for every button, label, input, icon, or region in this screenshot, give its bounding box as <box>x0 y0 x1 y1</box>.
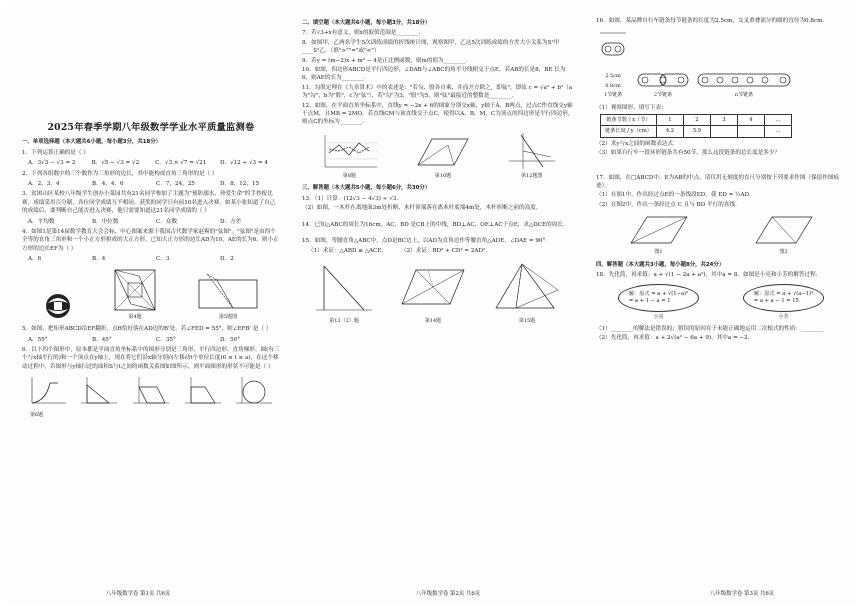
option: C．35° <box>156 336 176 343</box>
option: D．8，12，15 <box>220 181 260 188</box>
coordinate-line-diagram <box>507 131 557 171</box>
figure-8-caption: 第8题 <box>342 172 356 179</box>
option-d-circle <box>234 375 274 407</box>
area-graph <box>28 375 68 407</box>
figure-4-caption: 第4题 <box>128 313 142 320</box>
option: A．3√3 − √3 = 2 <box>28 160 76 167</box>
figure-10 <box>414 133 472 180</box>
figure-13 <box>314 260 374 325</box>
question-17: 17．如图，在□ABCD中，E为AB的中点，请仅用无刻度的直尺分别按下列要求作图（保留作图痕迹）． <box>596 174 840 190</box>
chain-diameter-label: 0.8cm <box>605 82 621 89</box>
option: A．6 <box>28 256 42 263</box>
table-cell: 4 <box>737 115 764 126</box>
question-4-options <box>22 255 280 263</box>
zhao-shuang-chord-diagram <box>111 268 159 312</box>
question-18-part-2: （2）先化简，再求值：a + 2√(a² − 6a + 9)，其中a = −2． <box>596 335 754 342</box>
question-14: 14．已知△ABC的周长为16cm，AC，BD 是CB上的中线，BD⊥AC，OE⊥AC于点E，求△DCE的周长． <box>302 221 569 228</box>
figure-5 <box>193 272 263 321</box>
question-5: 5．如图，把矩形ABCD沿EF翻折，点B恰好落在AD边的B'处，若∠FED = 55°，则∠EFB' 是（ ） <box>22 326 272 333</box>
figures-4-5 <box>22 268 280 321</box>
section-1-heading: 一、单项选择题（本大题共6小题，每小题3分，共18分） <box>22 139 161 146</box>
question-5-options <box>22 336 280 344</box>
option-b-parallelogram <box>131 375 171 407</box>
student-xiaoliang <box>618 284 699 321</box>
table-cell: … <box>764 126 791 137</box>
table-row <box>601 115 792 126</box>
figure-12 <box>507 131 557 180</box>
option: D．方差 <box>220 218 242 225</box>
xiaoliang-name: 小亮 <box>653 313 664 320</box>
congress-logo-icon <box>39 291 77 321</box>
chain-2-caption: 2节链条 <box>653 92 673 99</box>
broken-pole-diagram <box>314 260 374 316</box>
page-1-column <box>22 16 280 585</box>
solution-bubbles <box>596 284 846 321</box>
option: B．45° <box>92 336 112 343</box>
table-cell: 2 <box>683 115 710 126</box>
chain-length-label: 2.5cm <box>605 73 621 80</box>
line-chart-diagram <box>319 133 379 171</box>
question-7: 7．若√3+x有意义，则x的取值范围是________． <box>302 30 425 37</box>
parallelogram-bisector-diagram <box>414 133 472 171</box>
page-2-footer: 八年级数学卷 第2页 共6页 <box>416 591 481 597</box>
xiaoliang-solution-bubble: 解：原式 = a + √(1−a)² = a + 1 − a = 1 <box>618 284 699 312</box>
question-12: 12．如图，在平面直角坐标系中，直线y = −2x + 6的图象分别交x轴，y轴于A，B两点，过点C作直线交y轴于点M，且MB = 2MO，若直线CM与该直线交于点C，使得以A，B，M，C为顶点的四边形是平行四边形，则点C的坐标为________． <box>302 102 574 126</box>
question-15: 15．如图，等腰直角△ABC中，点D是BC边上，以AD为直角边作等腰直角△ADE，∠DAE = 90°． <box>302 237 551 244</box>
table-cell: 链条长度 / y（cm） <box>601 126 657 137</box>
question-13: 13．（1）计算：(12√3 − 4√3) ÷ √3． <box>302 195 402 202</box>
figure-6-caption: 第6题 <box>30 412 44 419</box>
table-cell <box>737 126 764 137</box>
question-3-options <box>22 218 280 226</box>
table-cell: 3 <box>710 115 737 126</box>
figure-14 <box>398 260 468 325</box>
option: D．2 <box>220 256 234 263</box>
question-16-part-3: （3）如果自行车一段环形链条共有50节，那么这段链条的总长度是多少？ <box>596 150 781 157</box>
question-17-part-2: （2）在图2中，作出一条经过点 C 且与 BD 平行的直线． <box>596 201 741 208</box>
question-16-part-1: （1）观察图形，填写下表： <box>596 104 667 111</box>
figure-17-2-caption: 图2 <box>779 249 788 256</box>
question-1-options <box>22 159 280 167</box>
page-2-column <box>302 16 574 585</box>
figure-15 <box>492 260 562 325</box>
table-cell: 5.9 <box>683 126 710 137</box>
chain-n-links-icon <box>696 70 792 90</box>
figures-13-14-15 <box>302 260 574 325</box>
option: A．55° <box>28 336 48 343</box>
table-row <box>601 126 792 137</box>
chain-2-links <box>636 70 690 99</box>
question-2-options <box>22 180 280 188</box>
question-1: 1．下列运算正确的是（ ） <box>22 149 89 156</box>
chain-two-links-icon <box>636 70 690 90</box>
page-1-footer: 八年级数学卷 第1页 共6页 <box>106 591 171 597</box>
option: A．平均数 <box>28 218 55 225</box>
figure-17-1-caption: 图1 <box>654 249 663 256</box>
question-10: 10．如图，四边形ABCD是平行四边形，∠DAB与∠ABC的角平分线相交于点E，若AB的长是8，BE 长为6，则AE的长为________． <box>302 67 566 82</box>
table-cell: 4.2 <box>656 126 683 137</box>
figure-14-caption: 第14题 <box>424 317 442 324</box>
question-18: 18．先化简，再求值：a + √(1 − 2a + a²)，其中a = 8．如图是小亮和小芳的解答过程． <box>596 272 822 279</box>
question-8: 8．如图甲，乙两名学生5次训练成绩的折线统计图，观察图甲，乙这5次训练成绩的方差大小关系为S²甲____S²乙．（填">""="或"<"） <box>302 39 560 55</box>
question-18-part-1: （1）________的解法是错误的；错误的原因在于未能正确地运用二次根式的性质：________ <box>596 325 824 332</box>
question-11: 11．勾股定理在《九章算术》中的表述是："若勾、股各自乘，并而开方除之，即弦"，即弦 c = √a² + b²（a为"勾"，b为"股"，c为"弦"），若"勾"为3，"股"为5，则"弦"最接近的整数是________． <box>302 84 573 100</box>
question-15-part-1: （1）求证：△ABD ≌ △ACE； <box>308 248 388 255</box>
option: B．4 <box>92 256 106 263</box>
option: B．√5 − √3 = √2 <box>91 160 140 167</box>
question-16-part-2: （2）求y与x之间的函数表达式． <box>596 140 679 147</box>
option: B．4，4，6 <box>92 181 124 188</box>
option: C．7，24，25 <box>156 181 195 188</box>
folded-rectangle-diagram <box>193 272 263 312</box>
figure-12-caption: 第12题图 <box>520 172 543 179</box>
xiaofang-solution-bubble: 解：原式 = a + √(a−1)² = a + a − 1 = 15 <box>743 284 824 312</box>
option: D．50° <box>220 336 240 343</box>
figure-10-caption: 第10题 <box>434 172 452 179</box>
parallelogram-abcd-2 <box>752 213 816 247</box>
chain-table <box>600 114 792 138</box>
question-16: 16．如图，某品牌自行车链条每节链条的长度为2.5cm，交叉重叠部分的圆的直径为0.8cm． <box>596 18 828 24</box>
option: C．众数 <box>156 218 178 225</box>
option: C．3 <box>156 256 170 263</box>
option: B．中位数 <box>92 218 119 225</box>
figure-4 <box>111 268 159 321</box>
figures-17 <box>596 213 846 256</box>
section-2-heading: 二、填空题（本大题共6小题，每小题3分，共18分） <box>302 20 431 26</box>
chain-n-caption: n节链条 <box>734 92 754 99</box>
figures-6 <box>22 375 280 407</box>
question-13-part-2: （2）如图，一木杆在离地面3m处折断，木杆顶端落在离木杆底端4m处，木杆折断之前的高度。 <box>302 205 542 212</box>
page-3-footer: 八年级数学卷 第3页 共6页 <box>710 591 775 597</box>
figure-15-caption: 第15题 <box>518 317 536 324</box>
question-3: 3．贫困山区某校八年级学生创办小菜园共有21名同学参加了主题为"预防溺水，珍爱生命"的手抄报比赛，成绩采用百分制，各位同学成绩互不相同，获奖的同学只有前10名进入决赛，如某小张知道了自己的成绩后，要判断自己能否进入决赛，他只需要知道这21名同学成绩的（ ） <box>22 191 276 215</box>
question-9: 9．若y = (m−2)x + m² − 4是正比例函数，则m的值为________． <box>302 57 472 64</box>
student-xiaofang <box>743 284 824 321</box>
option-c-trapezoid <box>183 375 223 407</box>
chain-n-links <box>696 70 792 99</box>
question-4: 4．如图1是第14届数学教育大会会标，中心图案来源于我国古代数学家赵爽的"弦图"。"弦图"是由四个全等的直角三角形和一个小正方形拼成的大正方形，已知大正方形的边长AD为10，AE的长为6，则小正方形的边长EF为（ ） <box>22 229 279 252</box>
question-6: 6．以下四个图形中，原本都是平面直角坐标系中的图形分别是三角形、平行四边形、直角梯形、圆(有三个与x轴平行的)和一个顶点在y轴上，现在将它们沿x轴分别向左移动t个单位长度(0 ≤ t ≤ a)，在这个移动过程中，若图形与y轴扫过的面积S与t之间的函数关系图如图所示，则平面图形的形状不可能是（ ） <box>22 346 280 370</box>
table-cell: … <box>764 115 791 126</box>
question-15-part-2: （2）求证：BD² + CD² = 2AD²． <box>401 248 491 255</box>
xiaofang-name: 小芳 <box>778 313 789 320</box>
figure-5-caption: 第5题图 <box>218 313 238 320</box>
figure-17-2 <box>752 213 816 256</box>
option: A．2，3，4 <box>28 181 60 188</box>
question-15-parts <box>302 247 574 255</box>
chain-1-caption: 1节链条 <box>603 92 623 99</box>
chain-figures <box>596 29 846 99</box>
table-cell <box>710 126 737 137</box>
table-cell: 1 <box>656 115 683 126</box>
isosceles-right-triangle-diagram <box>492 260 562 316</box>
question-17-part-1: （1）在图1中，作出经过点E的一条线段ED，使 ED = ½AD． <box>596 192 755 199</box>
option-a-triangle <box>79 375 119 407</box>
chain-link-icon <box>596 29 630 71</box>
chain-1-link <box>596 29 630 99</box>
figure-8 <box>319 133 379 180</box>
figure-congress-logo <box>39 291 77 321</box>
figure-17-1 <box>627 213 691 256</box>
section-4-heading: 四、解答题（本大题共3小题，每小题8分，共24分） <box>596 261 725 268</box>
question-2: 2．下列各组数中的三个数作为三角形的边长，其中能构成直角三角形的是（ ） <box>22 170 218 177</box>
figures-8-10-12 <box>302 131 574 180</box>
parallelogram-diagonals-diagram <box>398 260 468 316</box>
figure-13-caption: 第13（2）题 <box>329 317 359 324</box>
exam-sheet <box>6 6 854 603</box>
section-3-heading: 三、解答题（本大题共5小题，每小题6分，共30分） <box>302 185 431 192</box>
option: C．√3 × √7 = √21 <box>155 160 207 167</box>
exam-title: 2025年春季学期八年级数学学业水平质量监测卷 <box>47 122 255 133</box>
page-3-column <box>596 16 846 585</box>
parallelogram-abcd-1 <box>627 213 691 247</box>
option: D．√12 ÷ √3 = 4 <box>219 160 268 167</box>
table-cell: 链条节数 / x（节） <box>601 115 657 126</box>
